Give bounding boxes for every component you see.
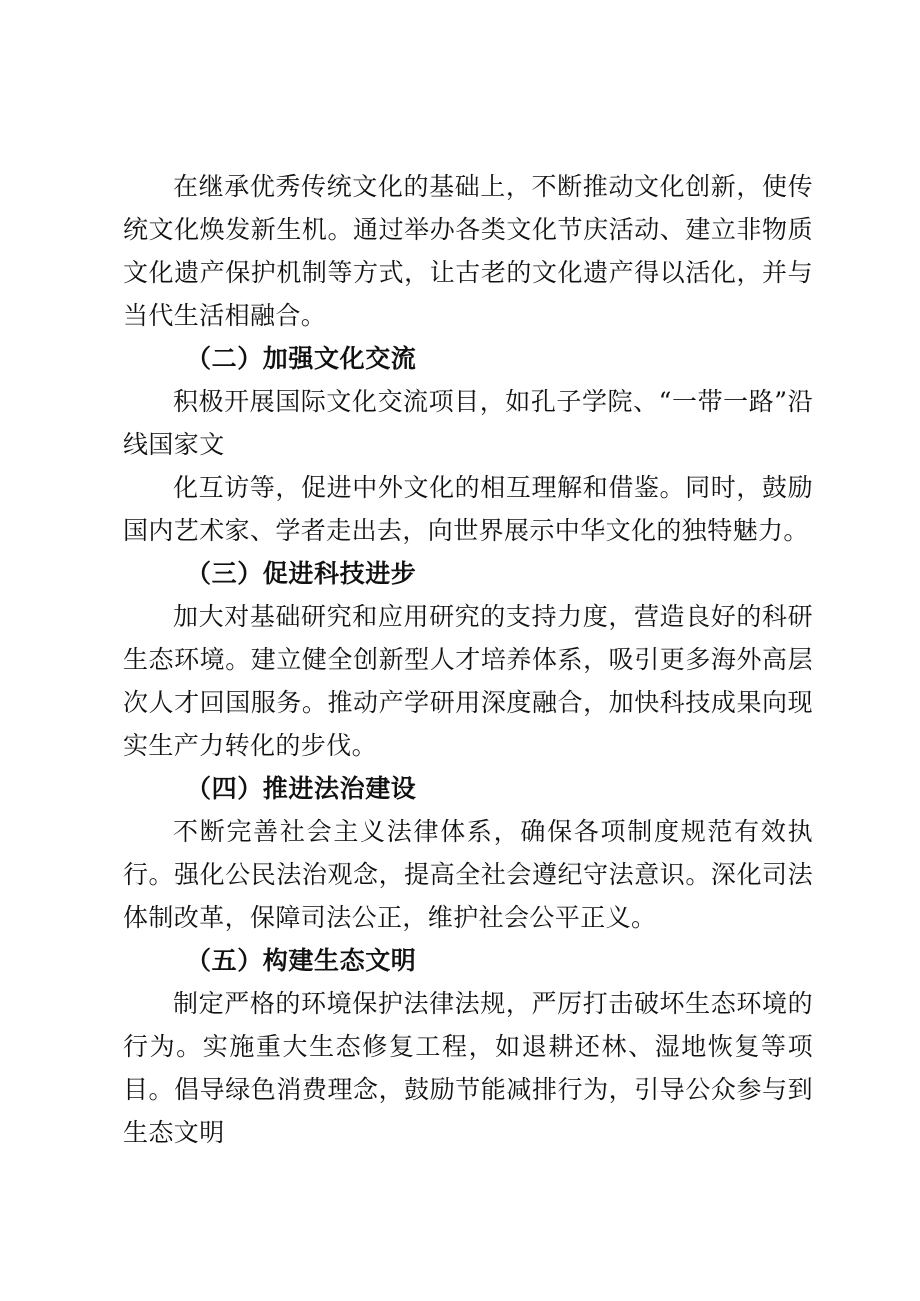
section-heading-technology-progress: （三）促进科技进步 [186,559,417,588]
paragraph-ecological-civilization: 制定严格的环境保护法律法规，严厉打击破坏生态环境的行为。实施重大生态修复工程，如退耕还林、湿地恢复等项目。倡导绿色消费理念，鼓励节能减排行为，引导公众参与到生态文明 [123,989,813,1147]
document-body [123,165,813,1154]
paragraph-cultural-exchange-part2: 化互访等，促进中外文化的相互理解和借鉴。同时，鼓励国内艺术家、学者走出去，向世界展示中华文化的独特魅力。 [123,473,813,545]
paragraph-rule-of-law: 不断完善社会主义法律体系，确保各项制度规范有效执行。强化公民法治观念，提高全社会遵纪守法意识。深化司法体制改革，保障司法公正，维护社会公平正义。 [123,817,813,932]
section-heading-rule-of-law: （四）推进法治建设 [186,774,417,803]
section-heading-cultural-exchange: （二）加强文化交流 [186,344,417,373]
section-heading-ecological-civilization: （五）构建生态文明 [186,946,417,975]
paragraph-technology-progress: 加大对基础研究和应用研究的支持力度，营造良好的科研生态环境。建立健全创新型人才培养体系，吸引更多海外高层次人才回国服务。推动产学研用深度融合，加快科技成果向现实生产力转化的步伐。 [123,602,813,760]
paragraph-cultural-exchange-part1: 积极开展国际文化交流项目，如孔子学院、“一带一路”沿线国家文 [123,387,813,459]
paragraph-cultural-innovation: 在继承优秀传统文化的基础上，不断推动文化创新，使传统文化焕发新生机。通过举办各类文化节庆活动、建立非物质文化遗产保护机制等方式，让古老的文化遗产得以活化，并与当代生活相融合。 [123,172,813,330]
